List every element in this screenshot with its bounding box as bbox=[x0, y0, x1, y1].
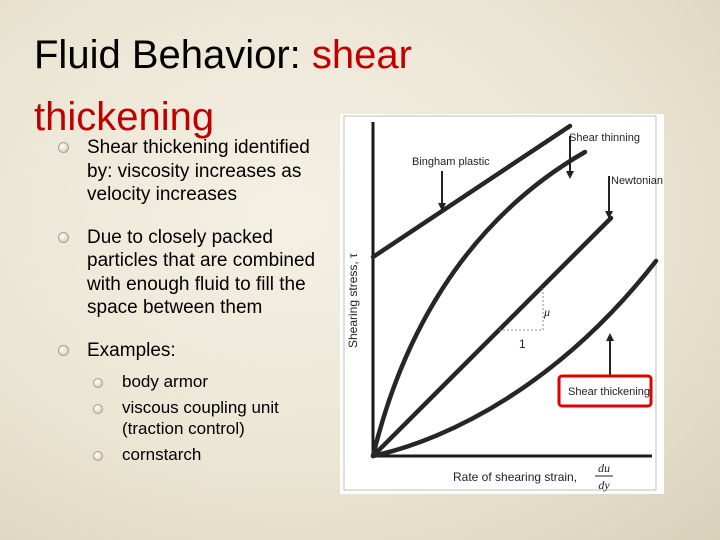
bullet-text: Examples: bbox=[87, 339, 176, 361]
bullet-marker-icon bbox=[58, 232, 69, 243]
bullet-item bbox=[58, 339, 320, 363]
sub-bullet-marker-icon bbox=[93, 378, 103, 388]
sub-bullet-marker-icon bbox=[93, 404, 103, 414]
sub-bullet-text: body armor bbox=[122, 372, 208, 391]
sub-bullet-item bbox=[93, 444, 320, 465]
sub-bullet-item bbox=[93, 397, 320, 439]
bullet-list bbox=[58, 136, 320, 470]
y-axis-label: Shearing stress, τ bbox=[346, 253, 360, 348]
diagram-svg bbox=[340, 114, 664, 494]
rheology-diagram bbox=[340, 114, 664, 494]
slope-mu-label: μ bbox=[544, 305, 551, 319]
bullet-text: Shear thickening identified by: viscosity increases as velocity increases bbox=[87, 137, 310, 205]
thickening-label: Shear thickening bbox=[568, 386, 650, 398]
sub-bullet-item bbox=[93, 371, 320, 392]
x-axis-fraction-numerator: du bbox=[598, 461, 610, 475]
newtonian-label: Newtonian bbox=[611, 175, 663, 187]
x-axis-label: Rate of shearing strain, bbox=[453, 470, 578, 484]
x-axis-fraction-denominator: dy bbox=[598, 478, 610, 492]
bullet-marker-icon bbox=[58, 345, 69, 356]
slope-run-label: 1 bbox=[519, 337, 526, 351]
bullet-item bbox=[58, 226, 320, 320]
bullet-marker-icon bbox=[58, 142, 69, 153]
bingham-label: Bingham plastic bbox=[412, 156, 490, 168]
sub-bullet-text: cornstarch bbox=[122, 445, 202, 464]
bullet-text: Due to closely packed particles that are combined with enough fluid to fill the space between them bbox=[87, 226, 316, 318]
thinning-label: Shear thinning bbox=[569, 132, 640, 144]
title-accent: shear thickening bbox=[34, 33, 412, 139]
sub-bullet-text: viscous coupling unit (traction control) bbox=[122, 398, 279, 438]
bullet-item bbox=[58, 136, 320, 207]
sub-bullet-list bbox=[58, 371, 320, 465]
title-plain: Fluid Behavior: bbox=[34, 33, 312, 77]
sub-bullet-marker-icon bbox=[93, 451, 103, 461]
